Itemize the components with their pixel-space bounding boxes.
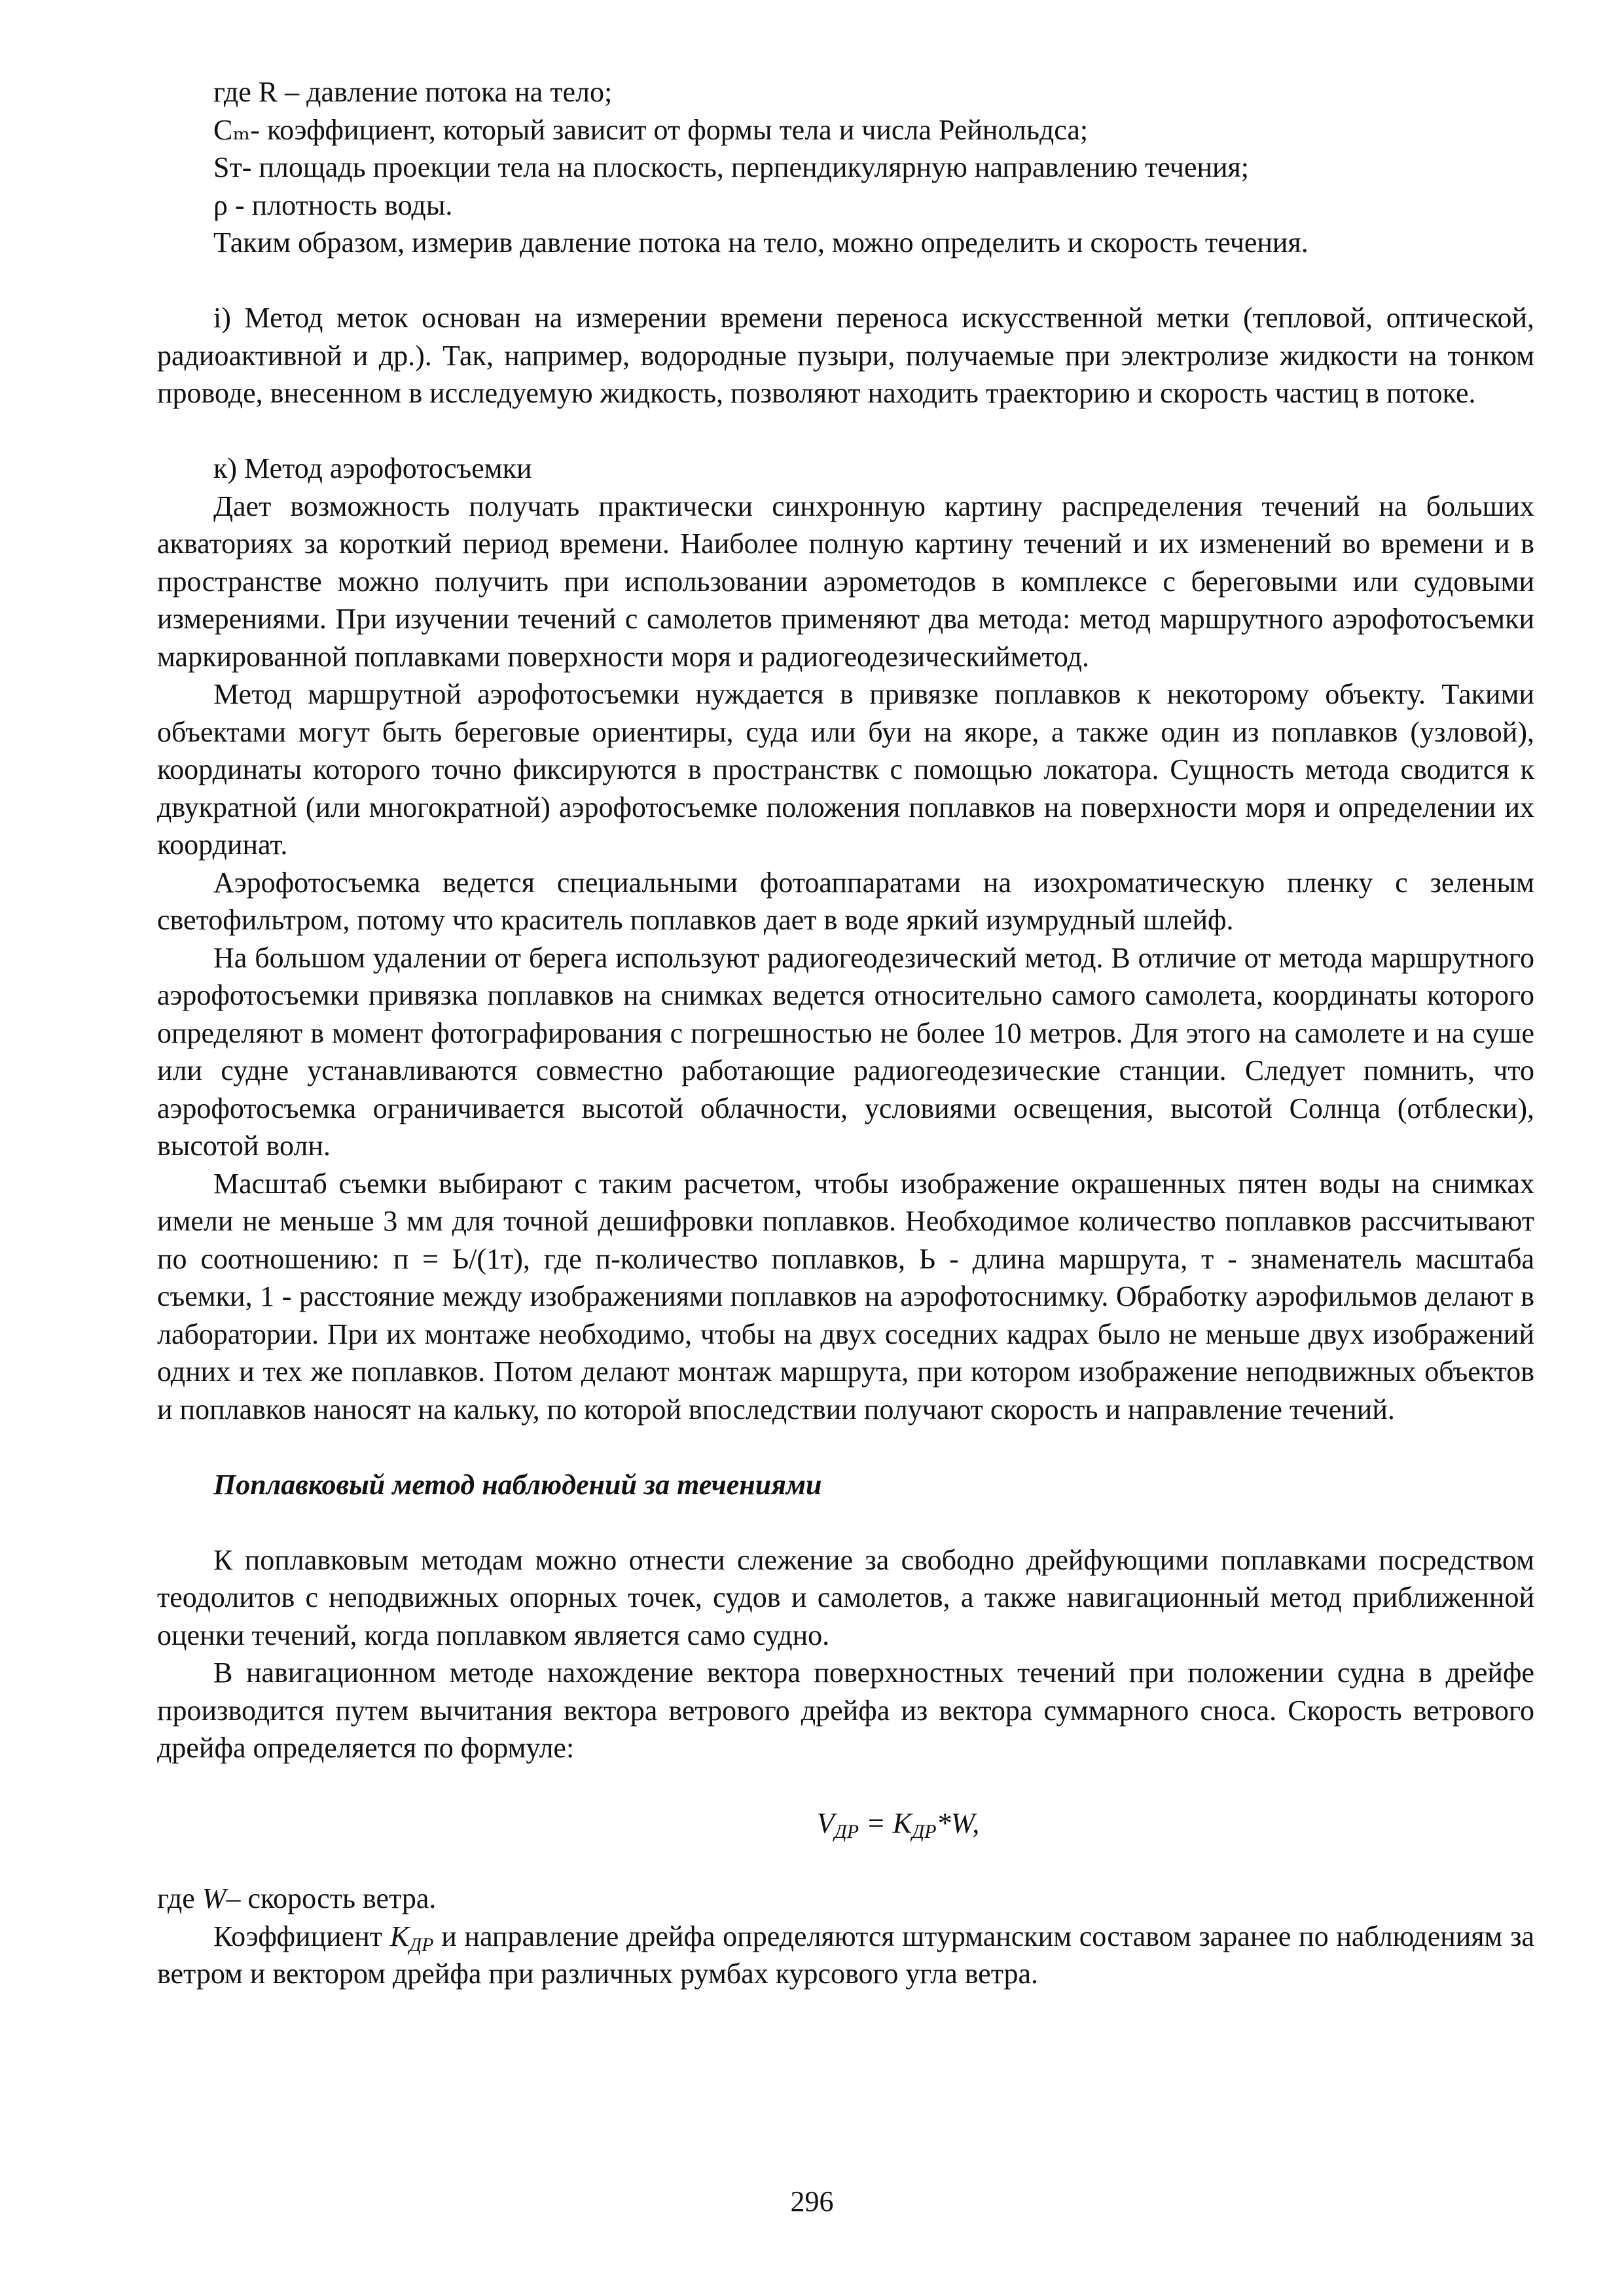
formula [157, 1804, 1534, 1842]
spacer [157, 1503, 1534, 1541]
page-number: 296 [790, 2185, 834, 2217]
formula-eq: = [859, 1807, 893, 1839]
document-page [157, 73, 1534, 1993]
definition-line: Cₘ- коэффициент, который зависит от формы тела и числа Рейнольдса; [213, 113, 1089, 146]
last-post: и направление дрейфа определяются штурманским составом заранее по наблюдениям за ветром и вектором дрейфа при различных румбах курсового угла ветра. [157, 1920, 1534, 1990]
spacer [157, 1842, 1534, 1880]
formula-k: K [892, 1807, 912, 1839]
paragraph: Дает возможность получать практически синхронную картину распределения течений на больших акваториях за короткий период времени. Наиболее полную картину течений и их изменений во времени и в пространстве можно получить при использовании аэрометодов в комплексе с береговыми или судовыми измерениями. При изучении течений с самолетов применяют два метода: метод маршрутного аэрофотосъемки маркированной поплавками поверхности моря и радиогеодезическийметод. [157, 490, 1534, 673]
paragraph: На большом удалении от берега используют радиогеодезический метод. В отличие от метода маршрутного аэрофотосъемки привязка поплавков на снимках ведется относительно самого самолета, координаты которого определяют в момент фотографирования с погрешностью не более 10 метров. Для этого на самолете и на суше или судне устанавливаются совместно работающие радиогеодезические станции. Следует помнить, что аэрофотосъемка ограничивается высотой облачности, условиями освещения, высотой Солнца (отблески), высотой волн. [157, 941, 1534, 1162]
paragraph-coefficient [157, 1918, 1534, 1993]
spacer [157, 262, 1534, 300]
formula-where [157, 1880, 1534, 1918]
where-w: W [202, 1882, 226, 1914]
section-heading: Поплавковый метод наблюдений за течениями [213, 1468, 822, 1501]
paragraph-method-marks: i) Метод меток основан на измерении времени переноса искусственной метки (тепловой, оптической, радиоактивной и др.). Так, например, водородные пузыри, получаемые при электролизе жидкости на тонком проводе, внесенном в исследуемую жидкость, позволяют находить траекторию и скорость частиц в потоке. [157, 302, 1534, 409]
definition-line: Sт- площадь проекции тела на плоскость, перпендикулярную направлению течения; [213, 151, 1250, 183]
definition-line: Таким образом, измерив давление потока на тело, можно определить и скорость течения. [213, 226, 1308, 259]
last-k-sub: ДР [409, 1933, 434, 1956]
formula-v: V [816, 1807, 835, 1839]
section-title-aerial: к) Метод аэрофотосъемки [213, 452, 532, 484]
spacer [157, 412, 1534, 450]
last-k: K [389, 1920, 410, 1952]
paragraph: Масштаб съемки выбирают с таким расчетом, чтобы изображение окрашенных пятен воды на снимках имели не меньше 3 мм для точной дешифровки поплавков. Необходимое количество поплавков рассчитывают по соотношению: п = Ь/(1т), где п-количество поплавков, Ь - длина маршрута, т - знаменатель масштаба съемки, 1 - расстояние между изображениями поплавков на аэрофотоснимку. Обработку аэрофильмов делают в лаборатории. При их монтаже необходимо, чтобы на двух соседних кадрах было не меньше двух изображений одних и тех же поплавков. Потом делают монтаж маршрута, при котором изображение неподвижных объектов и поплавков наносят на кальку, по которой впоследствии получают скорость и направление течений. [157, 1167, 1534, 1426]
definition-line: где R – давление потока на тело; [213, 76, 613, 108]
last-pre: Коэффициент [213, 1920, 390, 1952]
formula-rest: *W, [936, 1807, 980, 1839]
where-pre: где [157, 1882, 202, 1914]
spacer [157, 1428, 1534, 1466]
definition-line: ρ - плотность воды. [213, 188, 453, 221]
formula-v-sub: ДР [834, 1821, 859, 1842]
paragraph: К поплавковым методам можно отнести слежение за свободно дрейфующими поплавками посредством теодолитов с неподвижных опорных точек, судов и самолетов, а также навигационный метод приближенной оценки течений, когда поплавком является само судно. [157, 1543, 1534, 1651]
paragraph: Аэрофотосъемка ведется специальными фотоаппаратами на изохроматическую пленку с зеленым светофильтром, потому что краситель поплавков дает в воде яркий изумрудный шлейф. [157, 866, 1534, 936]
paragraph: В навигационном методе нахождение вектора поверхностных течений при положении судна в дрейфе производится путем вычитания вектора ветрового дрейфа из вектора суммарного сноса. Скорость ветрового дрейфа определяется по формуле: [157, 1657, 1534, 1764]
paragraph: Метод маршрутной аэрофотосъемки нуждается в привязке поплавков к некоторому объекту. Такими объектами могут быть береговые ориентиры, суда или буи на якоре, а также один из поплавков (узловой), координаты которого точно фиксируются в пространствк с помощью локатора. Сущность метода сводится к двукратной (или многократной) аэрофотосъемке положения поплавков на поверхности моря и определении их координат. [157, 678, 1534, 861]
spacer [157, 1767, 1534, 1805]
where-post: – скорость ветра. [226, 1882, 437, 1914]
formula-k-sub: ДР [912, 1821, 937, 1842]
